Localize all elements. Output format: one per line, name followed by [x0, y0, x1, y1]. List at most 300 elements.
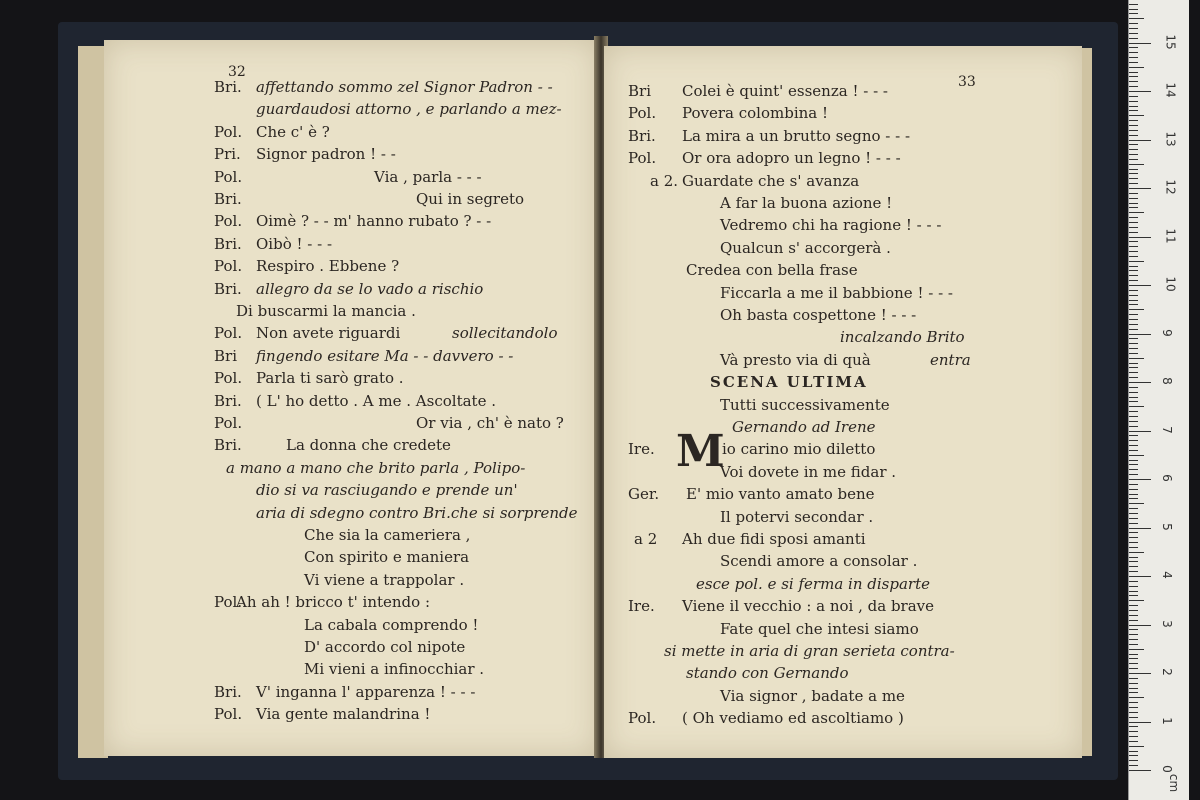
text-line	[104, 390, 598, 412]
ruler-tick	[1129, 741, 1138, 742]
ruler-tick	[1129, 498, 1138, 499]
ruler-tick	[1129, 91, 1151, 92]
ruler-tick	[1129, 212, 1144, 213]
dialogue-text: Ficcarla a me il babbione ! - - -	[720, 283, 953, 302]
text-line	[604, 394, 1082, 416]
text-line	[604, 461, 1082, 483]
dialogue-text: A far la buona azione !	[720, 194, 893, 212]
ruler-tick	[1129, 96, 1138, 97]
ruler-tick	[1129, 760, 1138, 761]
page-number: 32	[228, 64, 246, 80]
dialogue-text: Parla ti sarò grato .	[256, 369, 404, 388]
ruler-number: 1	[1159, 716, 1174, 725]
dialogue-text: ( L' ho detto . A me . Ascoltate .	[256, 391, 496, 410]
dialogue-text: Or via , ch' è nato ?	[416, 414, 564, 432]
ruler-tick	[1129, 678, 1138, 679]
ruler-tick	[1129, 23, 1138, 24]
speaker-label: Bri.	[628, 126, 656, 145]
ruler-tick	[1129, 770, 1151, 771]
dialogue-text: Che c' è ?	[256, 122, 330, 141]
text-line	[604, 506, 1082, 528]
dialogue-text: Voi dovete in me fidar .	[720, 462, 897, 481]
ruler-tick	[1129, 426, 1138, 427]
ruler-tick	[1129, 581, 1138, 582]
text-line	[604, 192, 1082, 214]
dialogue-text: affettando sommo zel Signor Padron - -	[256, 78, 553, 96]
speaker-label: Pol.	[214, 167, 243, 186]
text-line	[604, 371, 1082, 393]
ruler-tick	[1129, 746, 1144, 747]
dialogue-text: Vi viene a trappolar .	[304, 570, 465, 589]
ruler-tick	[1129, 188, 1151, 189]
speaker-label: Bri	[214, 346, 237, 365]
ruler-tick	[1129, 494, 1138, 495]
text-line	[104, 322, 598, 344]
ruler-tick	[1129, 115, 1144, 116]
ruler-tick	[1129, 654, 1138, 655]
dialogue-text: Qui in segreto	[416, 190, 525, 208]
ruler-tick	[1129, 246, 1138, 247]
ruler-tick	[1129, 416, 1138, 417]
speaker-label: Pol.	[214, 593, 243, 612]
ruler-number: 2	[1159, 668, 1174, 676]
stage-direction: entra	[930, 350, 971, 369]
speaker-label: Bri.	[214, 190, 242, 208]
speaker-label: Bri.	[214, 436, 242, 455]
ruler-tick	[1129, 445, 1138, 446]
ruler-tick	[1129, 489, 1138, 490]
dialogue-text: Ah due fidi sposi amanti	[682, 530, 866, 548]
ruler-tick	[1129, 751, 1138, 752]
text-line	[104, 591, 598, 613]
ruler-tick	[1129, 57, 1138, 58]
ruler-tick	[1129, 460, 1138, 461]
ruler-tick	[1129, 528, 1151, 529]
dialogue-text: Povera colombina !	[682, 104, 829, 123]
dialogue-text: La donna che credete	[286, 436, 451, 455]
dialogue-text: Con spirito e maniera	[304, 548, 470, 567]
text-line	[104, 546, 598, 568]
text-line	[104, 300, 598, 322]
ruler-tick	[1129, 372, 1138, 373]
ruler-tick	[1129, 431, 1151, 432]
text-line	[604, 685, 1082, 707]
ruler-tick	[1129, 135, 1138, 136]
ruler-tick	[1129, 421, 1138, 422]
ruler-tick	[1129, 343, 1138, 344]
ruler-tick	[1129, 353, 1138, 354]
dialogue-text: D' accordo col nipote	[304, 638, 466, 656]
dialogue-text: Via signor , badate a me	[720, 686, 905, 705]
ruler-tick	[1129, 324, 1138, 325]
text-line	[104, 98, 598, 120]
ruler-number: 10	[1163, 276, 1178, 292]
ruler-tick	[1129, 688, 1138, 689]
right-page	[604, 46, 1082, 758]
speaker-label: Pol.	[214, 324, 243, 343]
stage-direction: aria di sdegno contro Bri.che si sorprende	[256, 503, 578, 522]
text-line	[604, 595, 1082, 617]
text-line	[604, 483, 1082, 505]
text-line	[604, 147, 1082, 169]
dialogue-text: Guardate che s' avanza	[682, 171, 860, 190]
ruler-tick	[1129, 193, 1138, 194]
ruler-tick	[1129, 591, 1138, 592]
ruler-number: 4	[1159, 571, 1174, 579]
ruler-tick	[1129, 474, 1138, 475]
dialogue-text: Scendi amore a consolar .	[720, 552, 918, 571]
ruler-tick	[1129, 62, 1138, 63]
ruler-tick	[1129, 207, 1138, 208]
ruler-tick	[1129, 620, 1138, 621]
left-page	[104, 40, 598, 756]
ruler-tick	[1129, 38, 1138, 39]
text-line	[604, 662, 1082, 684]
stage-direction: sollecitandolo	[452, 324, 558, 343]
ruler-tick	[1129, 120, 1138, 121]
ruler-tick	[1129, 300, 1138, 301]
ruler-tick	[1129, 101, 1138, 102]
dialogue-text: io carino mio diletto	[722, 440, 876, 459]
speaker-label: Pol.	[628, 709, 657, 728]
speaker-label: Bri.	[214, 78, 242, 96]
ruler-tick	[1129, 227, 1138, 228]
ruler-tick	[1129, 392, 1138, 393]
ruler-tick	[1129, 668, 1138, 669]
text-line	[104, 681, 598, 703]
dialogue-text: E' mio vanto amato bene	[686, 485, 875, 504]
ruler-tick	[1129, 18, 1144, 19]
stage-direction: stando con Gernando	[686, 664, 849, 683]
text-line	[104, 569, 598, 591]
ruler-tick	[1129, 605, 1138, 606]
speaker-label: a 2	[634, 530, 658, 548]
text-line	[104, 658, 598, 680]
ruler-number: 14	[1163, 82, 1178, 98]
ruler-tick	[1129, 67, 1144, 68]
dialogue-text: La cabala comprendo !	[304, 615, 479, 634]
text-line	[104, 367, 598, 389]
ruler-tick	[1129, 634, 1138, 635]
dialogue-text: Vedremo chi ha ragione ! - - -	[720, 216, 942, 235]
ruler-tick	[1129, 397, 1138, 398]
ruler-tick	[1129, 237, 1151, 238]
ruler-tick	[1129, 173, 1138, 174]
text-line	[104, 434, 598, 456]
ruler-tick	[1129, 382, 1151, 383]
ruler-tick	[1129, 222, 1138, 223]
ruler-number: 15	[1163, 33, 1178, 50]
ruler-tick	[1129, 726, 1138, 727]
speaker-label: Bri.	[214, 279, 242, 298]
text-line	[104, 233, 598, 255]
text-line	[604, 237, 1082, 259]
text-line	[104, 412, 598, 434]
ruler-tick	[1129, 566, 1138, 567]
ruler-tick	[1129, 295, 1138, 296]
speaker-label: Bri.	[214, 682, 242, 701]
measuring-ruler	[1128, 0, 1189, 800]
scene-heading: SCENA ULTIMA	[710, 373, 868, 392]
ruler-tick	[1129, 663, 1138, 664]
ruler-tick	[1129, 455, 1144, 456]
ruler-tick	[1129, 280, 1138, 281]
ruler-tick	[1129, 28, 1138, 29]
ruler-tick	[1129, 198, 1138, 199]
speaker-label: Ger.	[628, 485, 660, 504]
ruler-tick	[1129, 149, 1138, 150]
ruler-number: 6	[1159, 474, 1174, 482]
dialogue-text: Credea con bella frase	[686, 261, 858, 280]
ruler-tick	[1129, 484, 1138, 485]
ruler-tick	[1129, 435, 1138, 436]
stage-direction: guardaudosi attorno , e parlando a mez-	[256, 100, 562, 119]
text-line	[604, 80, 1082, 102]
ruler-tick	[1129, 649, 1144, 650]
dialogue-text: allegro da se lo vado a rischio	[256, 279, 484, 298]
dialogue-text: Signor padron ! - -	[256, 145, 396, 164]
ruler-tick	[1129, 692, 1138, 693]
ruler-unit-label: cm	[1167, 773, 1182, 793]
ruler-tick	[1129, 639, 1138, 640]
text-line	[104, 703, 598, 725]
ruler-tick	[1129, 144, 1138, 145]
ruler-number: 13	[1163, 130, 1178, 147]
ruler-tick	[1129, 203, 1138, 204]
ruler-tick	[1129, 110, 1138, 111]
ruler-tick	[1129, 755, 1138, 756]
text-line	[104, 210, 598, 232]
ruler-tick	[1129, 140, 1151, 141]
ruler-tick	[1129, 722, 1151, 723]
text-line	[104, 524, 598, 546]
ruler-tick	[1129, 571, 1138, 572]
speaker-label: Pol.	[214, 212, 243, 231]
dialogue-text: Respiro . Ebbene ?	[256, 257, 400, 276]
text-line	[104, 166, 598, 188]
ruler-tick	[1129, 542, 1138, 543]
dialogue-text: fingendo esitare Ma - - davvero - -	[256, 346, 514, 365]
ruler-tick	[1129, 363, 1138, 364]
ruler-tick	[1129, 406, 1144, 407]
ruler-tick	[1129, 256, 1138, 257]
dialogue-text: Via , parla - - -	[374, 167, 482, 186]
dialogue-text: Di buscarmi la mancia .	[236, 302, 416, 320]
ruler-tick	[1129, 479, 1151, 480]
text-line	[604, 259, 1082, 281]
ruler-tick	[1129, 707, 1138, 708]
text-line	[104, 76, 598, 98]
ruler-number: 7	[1159, 425, 1174, 434]
dialogue-text: Mi vieni a infinocchiar .	[304, 660, 485, 679]
ruler-tick	[1129, 309, 1144, 310]
dialogue-text: Oibò ! - - -	[256, 234, 333, 253]
ruler-number: 0	[1159, 765, 1174, 773]
speaker-label: a 2.	[650, 171, 679, 190]
dialogue-text: Il potervi secondar .	[720, 507, 874, 526]
text-line	[104, 255, 598, 277]
text-line	[604, 528, 1082, 550]
text-line	[604, 326, 1082, 348]
dialogue-text: Ah ah ! bricco t' intendo :	[236, 593, 430, 612]
stage-direction: a mano a mano che brito parla , Polipo-	[226, 458, 526, 477]
ruler-tick	[1129, 523, 1138, 524]
text-line	[604, 707, 1082, 729]
ruler-tick	[1129, 43, 1151, 44]
ruler-tick	[1129, 537, 1138, 538]
text-line	[604, 573, 1082, 595]
speaker-label: Pol.	[214, 705, 243, 724]
ruler-tick	[1129, 673, 1151, 674]
ruler-tick	[1129, 503, 1144, 504]
text-line	[104, 457, 598, 479]
speaker-label: Pol.	[628, 104, 657, 123]
drop-cap: M	[676, 426, 725, 478]
ruler-tick	[1129, 387, 1138, 388]
ruler-tick	[1129, 13, 1138, 14]
ruler-tick	[1129, 125, 1138, 126]
text-line	[104, 121, 598, 143]
dialogue-text: Qualcun s' accorgerà .	[720, 238, 891, 257]
speaker-label: Ire.	[628, 597, 655, 616]
ruler-tick	[1129, 329, 1138, 330]
ruler-tick	[1129, 33, 1138, 34]
ruler-tick	[1129, 367, 1138, 368]
ruler-tick	[1129, 600, 1144, 601]
ruler-tick	[1129, 334, 1151, 335]
ruler-tick	[1129, 615, 1138, 616]
ruler-tick	[1129, 586, 1138, 587]
ruler-tick	[1129, 464, 1138, 465]
ruler-tick	[1129, 697, 1144, 698]
speaker-label: Pri.	[214, 145, 241, 164]
ruler-tick	[1129, 450, 1138, 451]
dialogue-text: ( Oh vediamo ed ascoltiamo )	[682, 709, 904, 728]
text-line	[104, 502, 598, 524]
ruler-tick	[1129, 712, 1138, 713]
stage-direction: dio si va rasciugando e prende un'	[256, 481, 518, 500]
ruler-number: 12	[1163, 179, 1178, 195]
ruler-tick	[1129, 610, 1138, 611]
stage-direction: incalzando Brito	[840, 328, 965, 347]
text-line	[604, 349, 1082, 371]
dialogue-text: Non avete riguardi	[256, 324, 401, 343]
stage-direction: Gernando ad Irene	[732, 418, 876, 436]
text-line	[604, 170, 1082, 192]
text-line	[104, 479, 598, 501]
speaker-label: Pol.	[628, 149, 657, 168]
dialogue-text: Oimè ? - - m' hanno rubato ? - -	[256, 212, 492, 231]
text-line	[104, 345, 598, 367]
ruler-tick	[1129, 547, 1138, 548]
text-line	[104, 143, 598, 165]
dialogue-text: Che sia la cameriera ,	[304, 526, 471, 544]
text-line	[604, 304, 1082, 326]
ruler-tick	[1129, 683, 1138, 684]
ruler-tick	[1129, 348, 1138, 349]
dialogue-text: Oh basta cospettone ! - - -	[720, 306, 917, 324]
text-line	[604, 214, 1082, 236]
ruler-tick	[1129, 232, 1138, 233]
ruler-tick	[1129, 304, 1138, 305]
ruler-number: 3	[1159, 619, 1174, 628]
ruler-tick	[1129, 411, 1138, 412]
ruler-tick	[1129, 130, 1138, 131]
ruler-tick	[1129, 261, 1144, 262]
text-line	[604, 282, 1082, 304]
ruler-tick	[1129, 290, 1138, 291]
ruler-tick	[1129, 319, 1138, 320]
ruler-tick	[1129, 76, 1138, 77]
text-line	[604, 640, 1082, 662]
ruler-tick	[1129, 47, 1138, 48]
ruler-tick	[1129, 557, 1138, 558]
ruler-tick	[1129, 717, 1138, 718]
ruler-tick	[1129, 275, 1138, 276]
ruler-tick	[1129, 731, 1138, 732]
ruler-tick	[1129, 4, 1138, 5]
ruler-tick	[1129, 552, 1144, 553]
dialogue-text: La mira a un brutto segno - - -	[682, 126, 911, 145]
speaker-label: Pol.	[214, 122, 243, 141]
stage-direction: si mette in aria di gran serieta contra-	[664, 642, 955, 660]
speaker-label: Pol.	[214, 369, 243, 388]
ruler-tick	[1129, 702, 1138, 703]
ruler-tick	[1129, 736, 1138, 737]
ruler-tick	[1129, 52, 1138, 53]
stage-direction: esce pol. e si ferma in disparte	[696, 574, 930, 593]
ruler-tick	[1129, 561, 1138, 562]
ruler-number: 8	[1159, 377, 1174, 385]
dialogue-text: Colei è quint' essenza ! - - -	[682, 82, 888, 100]
dialogue-text: Or ora adopro un legno ! - - -	[682, 149, 901, 168]
speaker-label: Bri.	[214, 234, 242, 253]
speaker-label: Pol.	[214, 414, 243, 432]
ruler-tick	[1129, 241, 1138, 242]
ruler-tick	[1129, 765, 1138, 766]
ruler-tick	[1129, 440, 1138, 441]
ruler-tick	[1129, 314, 1138, 315]
text-line	[604, 102, 1082, 124]
page-number: 33	[958, 74, 976, 90]
text-line	[604, 618, 1082, 640]
dialogue-text: Fate quel che intesi siamo	[720, 619, 919, 638]
ruler-tick	[1129, 518, 1138, 519]
ruler-tick	[1129, 169, 1138, 170]
ruler-tick	[1129, 266, 1138, 267]
ruler-tick	[1129, 106, 1138, 107]
speaker-label: Pol.	[214, 257, 243, 276]
speaker-label: Bri.	[214, 391, 242, 410]
ruler-tick	[1129, 338, 1138, 339]
ruler-tick	[1129, 595, 1138, 596]
ruler-number: 11	[1163, 227, 1178, 244]
ruler-tick	[1129, 270, 1138, 271]
ruler-tick	[1129, 9, 1138, 10]
ruler-tick	[1129, 644, 1138, 645]
ruler-tick	[1129, 183, 1138, 184]
text-line	[604, 125, 1082, 147]
text-line	[104, 636, 598, 658]
ruler-tick	[1129, 625, 1151, 626]
text-line	[604, 550, 1082, 572]
ruler-tick	[1129, 576, 1151, 577]
ruler-tick	[1129, 532, 1138, 533]
text-line	[104, 278, 598, 300]
ruler-tick	[1129, 178, 1138, 179]
ruler-number: 9	[1159, 328, 1174, 337]
ruler-tick	[1129, 513, 1138, 514]
